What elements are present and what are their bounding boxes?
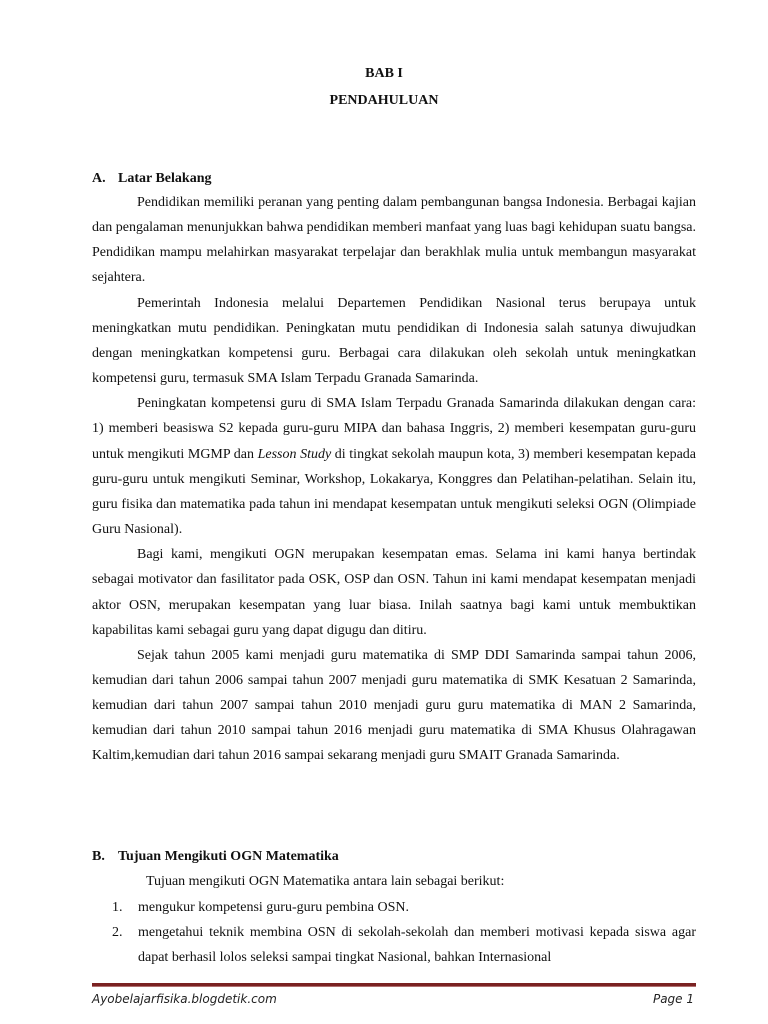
list-item-text: mengukur kompetensi guru-guru pembina OSN. — [138, 900, 410, 915]
paragraph-3 — [92, 391, 696, 542]
paragraph-2: Pemerintah Indonesia melalui Departemen Pendidikan Nasional terus berupaya untuk meningkatkan mutu pendidikan. Peningkatan mutu pendidikan di Indonesia salah satunya diwujudkan dengan meningkatkan kompetensi guru. Berbagai cara dilakukan oleh sekolah untuk meningkatkan kompetensi guru, termasuk SMA Islam Terpadu Granada Samarinda. — [92, 295, 696, 387]
list-item-number: 2. — [112, 925, 123, 941]
list-item — [92, 920, 696, 970]
paragraph-1: Pendidikan memiliki peranan yang penting dalam pembangunan bangsa Indonesia. Berbagai kajian dan pengalaman menunjukkan bahwa pendidikan memberi manfaat yang luas bagi kehidupan suatu bangsa. Pendidikan mampu melahirkan masyarakat terpelajar dan berakhlak mulia untuk membangun masyarakat sejahtera. — [92, 195, 696, 286]
section-a-body — [92, 190, 696, 769]
list-item — [92, 895, 696, 920]
paragraph-3-text-a: Peningkatan kompetensi guru di SMA Islam Terpadu Granada Samarinda dilakukan dengan cara: 1) memberi beasiswa S2 kepada guru-guru MIPA dan bahasa Inggris, 2) memberi kesempatan guru-guru untuk mengikuti MGMP dan — [92, 396, 696, 462]
section-b-title: Tujuan Mengikuti OGN Matematika — [118, 849, 339, 864]
footer-divider — [92, 983, 696, 987]
chapter-number: BAB I — [365, 66, 403, 81]
page-number: Page 1 — [652, 992, 694, 1006]
chapter-title: PENDAHULUAN — [329, 93, 439, 108]
list-item-text: mengetahui teknik membina OSN di sekolah-sekolah dan memberi motivasi kepada siswa agar dapat berhasil lolos seleksi sampai tingkat Nasional, bahkan Internasional — [138, 925, 696, 966]
list-item-number: 1. — [112, 900, 123, 915]
objectives-list — [92, 895, 696, 970]
footer-website: Ayobelajarfisika.blogdetik.com — [92, 992, 277, 1006]
section-b-intro: Tujuan mengikuti OGN Matematika antara lain sebagai berikut: — [146, 874, 505, 889]
section-b-heading — [92, 849, 339, 865]
paragraph-4: Bagi kami, mengikuti OGN merupakan kesempatan emas. Selama ini kami hanya bertindak sebagai motivator dan fasilitator pada OSK, OSP dan OSN. Tahun ini kami mendapat kesempatan menjadi aktor OSN, merupakan kesempatan yang luar biasa. Inilah saatnya bagi kami untuk membuktikan kapabilitas kami sebagai guru yang dapat digugu dan ditiru. — [92, 547, 696, 638]
section-a-heading — [92, 171, 211, 187]
paragraph-3-text-b: di tingkat sekolah maupun kota, 3) memberi kesempatan kepada guru-guru untuk mengikuti Seminar, Workshop, Lokakarya, Konggres dan Pelatihan-pelatihan. Selain itu, guru fisika dan matematika pada tahun ini mendapat kesempatan untuk mengikuti seleksi OGN (Olimpiade Guru Nasional). — [92, 446, 697, 538]
section-a-title: Latar Belakang — [118, 171, 212, 186]
section-b-label: B. — [92, 849, 105, 864]
paragraph-5: Sejak tahun 2005 kami menjadi guru matematika di SMP DDI Samarinda sampai tahun 2006, kemudian dari tahun 2006 sampai tahun 2007 menjadi guru matematika di SMK Kesatuan 2 Samarinda, kemudian dari tahun 2007 sampai tahun 2010 menjadi guru guru matematika di MAN 2 Samarinda, kemudian dari tahun 2010 sampai tahun 2016 menjadi guru matematika di SMA Khusus Olahragawan Kaltim,kemudian dari tahun 2016 sampai sekarang menjadi guru SMAIT Granada Samarinda. — [92, 647, 696, 764]
lesson-study-term: Lesson Study — [257, 446, 332, 462]
section-a-label: A. — [92, 171, 106, 186]
